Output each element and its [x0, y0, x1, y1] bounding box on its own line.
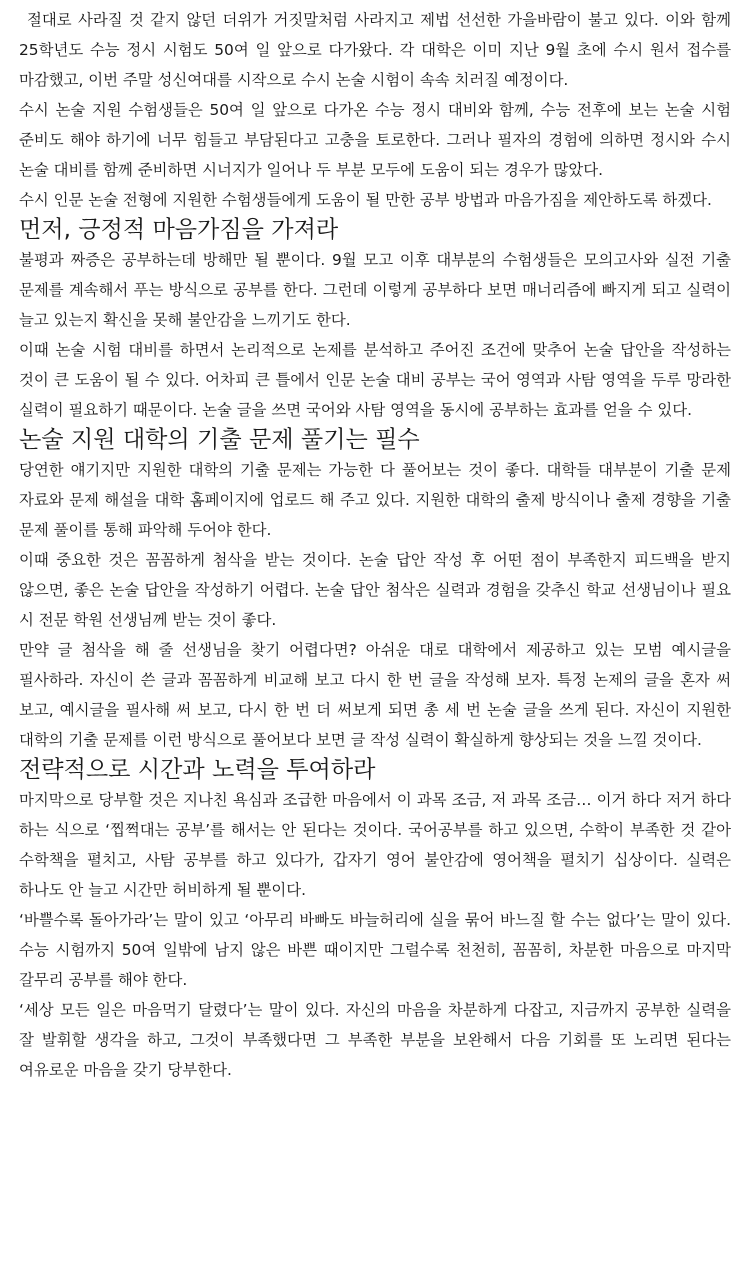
- paragraph-transcribe-examples: 만약 글 첨삭을 해 줄 선생님을 찾기 어렵다면? 아쉬운 대로 대학에서 제공하고 있는 모범 예시글을 필사하라. 자신이 쓴 글과 꼼꼼하게 비교해 보고 다시 한 번 글을 작성해 보자. 특정 논제의 글을 혼자 써 보고, 예시글을 필사해 써 보고, 다시 한 번 더 써보게 되면 총 세 번 논술 글을 쓰게 된다. 자신이 지원한 대학의 기출 문제를 이런 방식으로 풀어보다 보면 글 작성 실력이 확실하게 향상되는 것을 느낄 것이다.: [19, 641, 731, 749]
- paragraph-complaints: 불평과 짜증은 공부하는데 방해만 될 뿐이다. 9월 모고 이후 대부분의 수험생들은 모의고사와 실전 기출 문제를 계속해서 푸는 방식으로 공부를 한다. 그런데 이렇게 공부하다 보면 매너리즘에 빠지게 되고 실력이 늘고 있는지 확신을 못해 불안감을 느끼기도 한다.: [19, 251, 731, 329]
- paragraph-slow-and-steady: ‘바쁠수록 돌아가라’는 말이 있고 ‘아무리 바빠도 바늘허리에 실을 묶어 바느질 할 수는 없다’는 말이 있다. 수능 시험까지 50여 일밖에 남지 않은 바쁜 때이지만 그럴수록 천천히, 꼼꼼히, 차분한 마음으로 마지막 갈무리 공부를 해야 한다.: [19, 911, 731, 989]
- section-heading-past-problems: 논술 지원 대학의 기출 문제 풀기는 필수: [19, 427, 420, 453]
- paragraph-feedback: 이때 중요한 것은 꼼꼼하게 첨삭을 받는 것이다. 논술 답안 작성 후 어떤 점이 부족한지 피드백을 받지 않으면, 좋은 논술 답안을 작성하기 어렵다. 논술 답안 첨삭은 실력과 경험을 갖추신 학교 선생님이나 필요 시 전문 학원 선생님께 받는 것이 좋다.: [19, 551, 731, 629]
- paragraph-proposal: 수시 인문 논술 전형에 지원한 수험생들에게 도움이 될 만한 공부 방법과 마음가짐을 제안하도록 하겠다.: [19, 191, 712, 209]
- paragraph-essay-prep-benefit: 이때 논술 시험 대비를 하면서 논리적으로 논제를 분석하고 주어진 조건에 맞추어 논술 답안을 작성하는 것이 큰 도움이 될 수 있다. 어차피 큰 틀에서 인문 논술 대비 공부는 국어 영역과 사탐 영역을 두루 망라한 실력이 필요하기 때문이다. 논술 글을 쓰면 국어와 사탐 영역을 동시에 공부하는 효과를 얻을 수 있다.: [19, 341, 731, 419]
- paragraph-focused-study: 마지막으로 당부할 것은 지나친 욕심과 조급한 마음에서 이 과목 조금, 저 과목 조금… 이거 하다 저거 하다 하는 식으로 ‘찝쩍대는 공부’를 해서는 안 된다는 것이다. 국어공부를 하고 있으면, 수학이 부족한 것 같아 수학책을 펼치고, 사탐 공부를 하고 있다가, 갑자기 영어 불안감에 영어책을 펼치기 십상이다. 실력은 하나도 안 늘고 시간만 허비하게 될 뿐이다.: [19, 791, 731, 899]
- section-heading-strategic-time: 전략적으로 시간과 노력을 투여하라: [19, 757, 376, 783]
- paragraph-intro-season: 절대로 사라질 것 같지 않던 더위가 거짓말처럼 사라지고 제법 선선한 가을바람이 불고 있다. 이와 함께 25학년도 수능 정시 시험도 50여 일 앞으로 다가왔다. 각 대학은 이미 지난 9월 초에 수시 원서 접수를 마감했고, 이번 주말 성신여대를 시작으로 수시 논술 시험이 속속 치러질 예정이다.: [19, 11, 731, 89]
- paragraph-mindset-closing: ‘세상 모든 일은 마음먹기 달렸다’는 말이 있다. 자신의 마음을 차분하게 다잡고, 지금까지 공부한 실력을 잘 발휘할 생각을 하고, 그것이 부족했다면 그 부족한 부분을 보완해서 다음 기회를 또 노리면 된다는 여유로운 마음을 갖기 당부한다.: [19, 1001, 731, 1079]
- paragraph-past-problems: 당연한 얘기지만 지원한 대학의 기출 문제는 가능한 다 풀어보는 것이 좋다. 대학들 대부분이 기출 문제 자료와 문제 해설을 대학 홈페이지에 업로드 해 주고 있다. 지원한 대학의 출제 방식이나 출제 경향을 기출 문제 풀이를 통해 파악해 두어야 한다.: [19, 461, 731, 539]
- paragraph-exam-burden: 수시 논술 지원 수험생들은 50여 일 앞으로 다가온 수능 정시 대비와 함께, 수능 전후에 보는 논술 시험 준비도 해야 하기에 너무 힘들고 부담된다고 고충을 토로한다. 그러나 필자의 경험에 의하면 정시와 수시 논술 대비를 함께 준비하면 시너지가 일어나 두 부분 모두에 도움이 되는 경우가 많았다.: [19, 101, 731, 179]
- article-body: [19, 5, 731, 1085]
- section-heading-positive-mindset: 먼저, 긍정적 마음가짐을 가져라: [19, 217, 339, 243]
